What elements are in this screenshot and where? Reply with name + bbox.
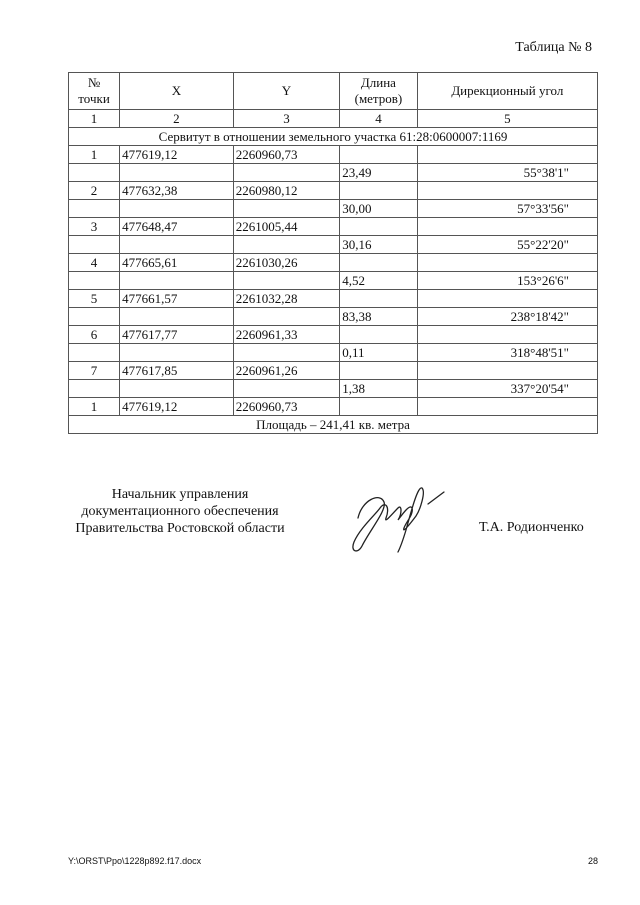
segment-angle: 57°33'56" <box>417 200 597 218</box>
segment-angle: 55°38'1" <box>417 164 597 182</box>
empty-cell <box>233 200 340 218</box>
segment-angle: 337°20'54" <box>417 380 597 398</box>
empty-cell <box>120 236 234 254</box>
header-point: № точки <box>69 73 120 110</box>
empty-cell <box>340 290 417 308</box>
point-x: 477632,38 <box>120 182 234 200</box>
segment-row <box>69 200 598 218</box>
signature-block <box>60 486 300 537</box>
table-header-row <box>69 73 598 110</box>
empty-cell <box>340 146 417 164</box>
empty-cell <box>69 380 120 398</box>
section-title-row <box>69 128 598 146</box>
point-number: 6 <box>69 326 120 344</box>
segment-row <box>69 272 598 290</box>
empty-cell <box>340 362 417 380</box>
column-number: 2 <box>120 110 234 128</box>
point-number: 1 <box>69 146 120 164</box>
empty-cell <box>69 308 120 326</box>
point-y: 2260961,26 <box>233 362 340 380</box>
point-y: 2260961,33 <box>233 326 340 344</box>
empty-cell <box>340 398 417 416</box>
empty-cell <box>120 200 234 218</box>
segment-row <box>69 164 598 182</box>
segment-angle: 55°22'20" <box>417 236 597 254</box>
empty-cell <box>69 272 120 290</box>
column-number: 5 <box>417 110 597 128</box>
empty-cell <box>233 164 340 182</box>
empty-cell <box>417 362 597 380</box>
segment-row <box>69 344 598 362</box>
signer-position-line1: Начальник управления <box>111 487 249 502</box>
section-title: Сервитут в отношении земельного участка 61:28:0600007:1169 <box>69 128 598 146</box>
empty-cell <box>120 380 234 398</box>
empty-cell <box>69 236 120 254</box>
column-numbers-row <box>69 110 598 128</box>
table-title: Таблица № 8 <box>515 40 592 55</box>
empty-cell <box>417 182 597 200</box>
point-y: 2261030,26 <box>233 254 340 272</box>
column-number: 3 <box>233 110 340 128</box>
point-x: 477661,57 <box>120 290 234 308</box>
point-x: 477619,12 <box>120 146 234 164</box>
segment-row <box>69 308 598 326</box>
point-number: 1 <box>69 398 120 416</box>
header-length: Длина (метров) <box>340 73 417 110</box>
point-number: 3 <box>69 218 120 236</box>
footer-file-path: Y:\ORST\Ppo\1228p892.f17.docx <box>68 856 202 866</box>
empty-cell <box>233 344 340 362</box>
empty-cell <box>417 398 597 416</box>
point-number: 4 <box>69 254 120 272</box>
point-x: 477617,77 <box>120 326 234 344</box>
point-row <box>69 290 598 308</box>
segment-length: 0,11 <box>340 344 417 362</box>
signer-position-line2: документационного обеспечения <box>81 504 279 519</box>
coordinates-table <box>68 72 598 434</box>
empty-cell <box>340 182 417 200</box>
point-number: 7 <box>69 362 120 380</box>
point-x: 477648,47 <box>120 218 234 236</box>
empty-cell <box>340 218 417 236</box>
point-y: 2261005,44 <box>233 218 340 236</box>
footer-page-number: 28 <box>587 856 598 866</box>
area-total: Площадь – 241,41 кв. метра <box>69 416 598 434</box>
signer-name: Т.А. Родионченко <box>479 520 584 535</box>
point-row <box>69 218 598 236</box>
empty-cell <box>69 164 120 182</box>
column-number: 4 <box>340 110 417 128</box>
empty-cell <box>417 218 597 236</box>
segment-length: 83,38 <box>340 308 417 326</box>
segment-row <box>69 380 598 398</box>
empty-cell <box>417 146 597 164</box>
header-x: X <box>120 73 234 110</box>
empty-cell <box>120 344 234 362</box>
empty-cell <box>233 236 340 254</box>
segment-angle: 153°26'6" <box>417 272 597 290</box>
signer-position-line3: Правительства Ростовской области <box>75 521 285 536</box>
point-x: 477665,61 <box>120 254 234 272</box>
segment-length: 1,38 <box>340 380 417 398</box>
point-x: 477617,85 <box>120 362 234 380</box>
empty-cell <box>417 290 597 308</box>
empty-cell <box>120 308 234 326</box>
header-y: Y <box>233 73 340 110</box>
segment-length: 30,16 <box>340 236 417 254</box>
point-row <box>69 182 598 200</box>
point-row <box>69 362 598 380</box>
point-y: 2261032,28 <box>233 290 340 308</box>
point-x: 477619,12 <box>120 398 234 416</box>
empty-cell <box>417 254 597 272</box>
point-number: 2 <box>69 182 120 200</box>
segment-length: 30,00 <box>340 200 417 218</box>
empty-cell <box>340 326 417 344</box>
empty-cell <box>233 308 340 326</box>
column-number: 1 <box>69 110 120 128</box>
point-row <box>69 254 598 272</box>
point-row <box>69 326 598 344</box>
segment-row <box>69 236 598 254</box>
segment-angle: 318°48'51" <box>417 344 597 362</box>
empty-cell <box>233 380 340 398</box>
point-y: 2260980,12 <box>233 182 340 200</box>
point-y: 2260960,73 <box>233 398 340 416</box>
point-y: 2260960,73 <box>233 146 340 164</box>
handwritten-signature <box>340 478 460 558</box>
segment-length: 4,52 <box>340 272 417 290</box>
point-row <box>69 146 598 164</box>
area-row <box>69 416 598 434</box>
point-row <box>69 398 598 416</box>
empty-cell <box>69 200 120 218</box>
empty-cell <box>417 326 597 344</box>
point-number: 5 <box>69 290 120 308</box>
empty-cell <box>69 344 120 362</box>
empty-cell <box>340 254 417 272</box>
header-angle: Дирекционный угол <box>417 73 597 110</box>
empty-cell <box>120 272 234 290</box>
segment-angle: 238°18'42" <box>417 308 597 326</box>
empty-cell <box>120 164 234 182</box>
segment-length: 23,49 <box>340 164 417 182</box>
empty-cell <box>233 272 340 290</box>
